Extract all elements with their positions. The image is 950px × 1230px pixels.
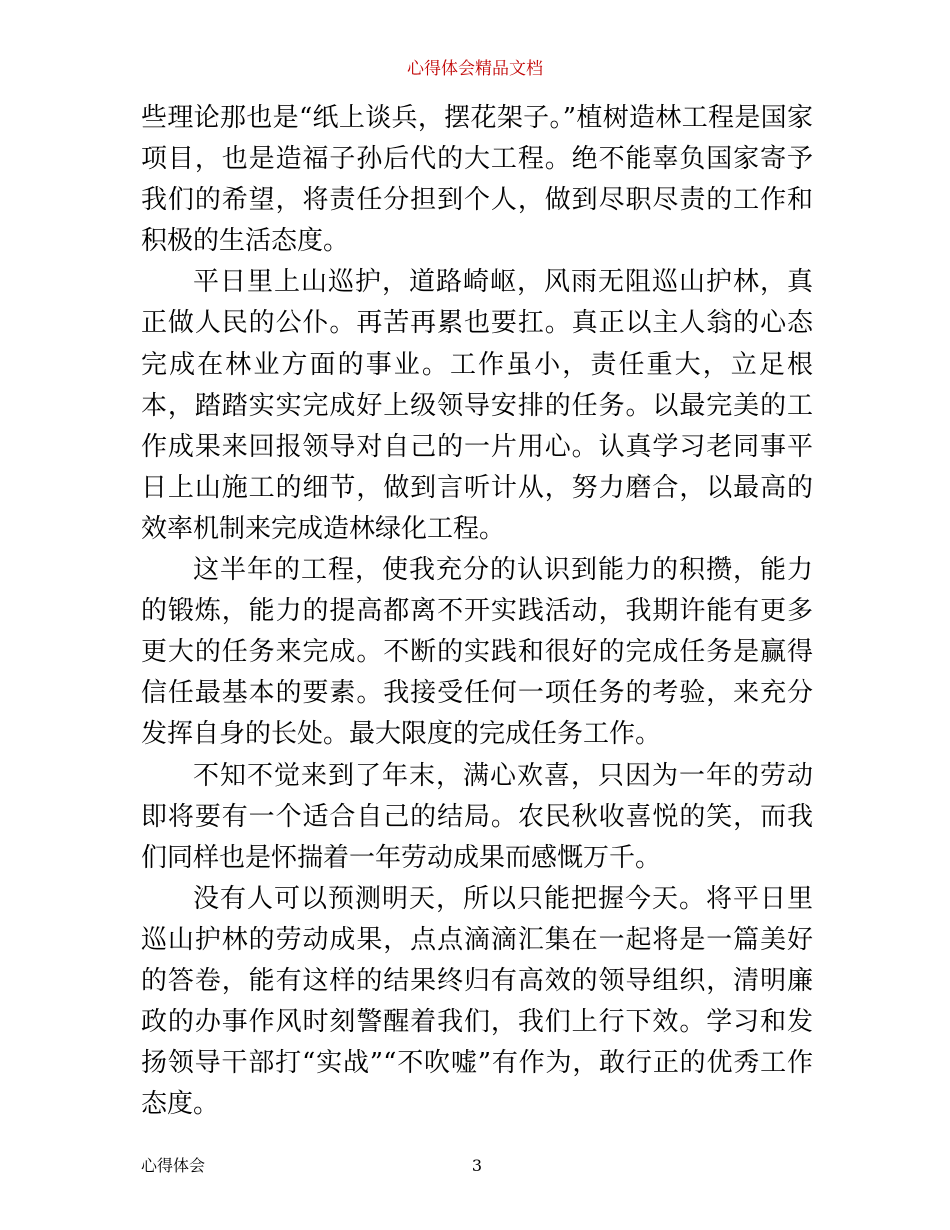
- footer-label: 心得体会: [141, 1156, 206, 1175]
- paragraph-3: 这半年的工程，使我充分的认识到能力的积攒，能力的锻炼，能力的提高都离不开实践活动，我期许能有更多更大的任务来完成。不断的实践和很好的完成任务是赢得信任最基本的要素。我接受任何一项任务的考验，来充分发挥自身的长处。最大限度的完成任务工作。: [141, 555, 813, 750]
- header-title: 心得体会精品文档: [407, 59, 543, 79]
- page-number: 3: [471, 1156, 483, 1175]
- paragraph-5: 没有人可以预测明天，所以只能把握今天。将平日里巡山护林的劳动成果，点点滴滴汇集在一起将是一篇美好的答卷，能有这样的结果终归有高效的领导组织，清明廉政的办事作风时刻警醒着我们，我们上行下效。学习和发扬领导干部打“实战”“不吹嘘”有作为，敢行正的优秀工作态度。: [141, 883, 813, 1120]
- paragraph-2: 平日里上山巡护，道路崎岖，风雨无阻巡山护林，真正做人民的公仆。再苦再累也要扛。真正以主人翁的心态完成在林业方面的事业。工作虽小，责任重大，立足根本，踏踏实实完成好上级领导安排的任务。以最完美的工作成果来回报领导对自己的一片用心。认真学习老同事平日上山施工的细节，做到言听计从，努力磨合，以最高的效率机制来完成造林绿化工程。: [141, 267, 813, 544]
- document-body: [141, 98, 813, 1125]
- paragraph-4: 不知不觉来到了年末，满心欢喜，只因为一年的劳动即将要有一个适合自己的结局。农民秋收喜悦的笑，而我们同样也是怀揣着一年劳动成果而感慨万千。: [141, 760, 813, 873]
- paragraph-1: 些理论那也是“纸上谈兵，摆花架子。”植树造林工程是国家项目，也是造福子孙后代的大工程。绝不能辜负国家寄予我们的希望，将责任分担到个人，做到尽职尽责的工作和积极的生活态度。: [141, 103, 813, 257]
